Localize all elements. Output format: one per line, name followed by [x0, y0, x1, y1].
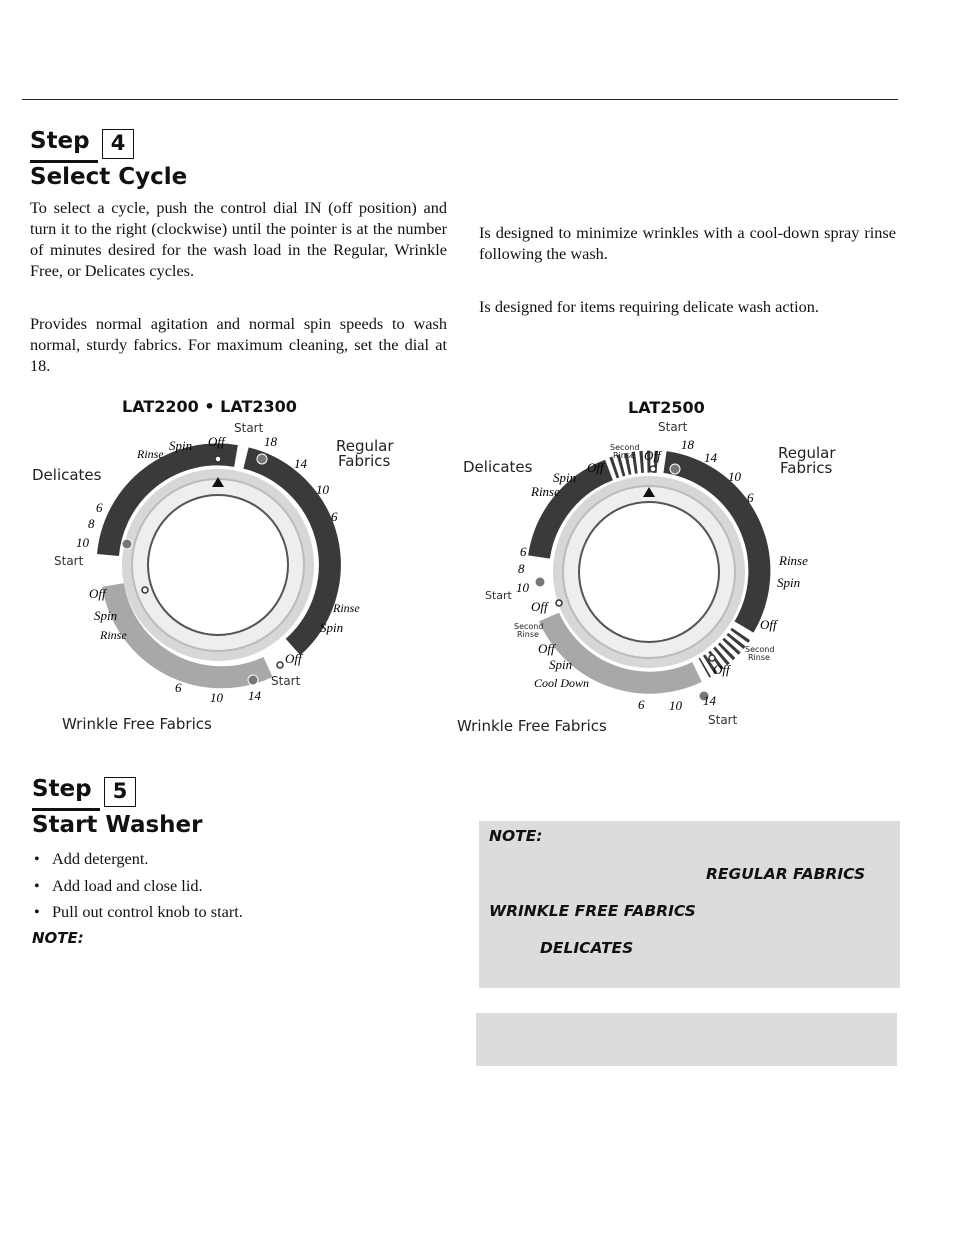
n6-label-bottom: 6 [175, 680, 182, 695]
wrinkle-free-label: Wrinkle Free Fabrics [62, 715, 212, 733]
regular-label-line1: Regular [336, 437, 394, 455]
n10-label: 10 [728, 469, 741, 484]
wrinkle-free-label: Wrinkle Free Fabrics [457, 717, 607, 735]
delicates-description: Is designed for items requiring delicate wash action. [479, 297, 819, 316]
select-cycle-intro: To select a cycle, push the control dial IN (off position) and turn it to the right (clockwise) until the pointer is at the number of minutes desired for the wash load in the Regular, Wrinkle Free, or Delicates cycles. [30, 198, 447, 280]
off-label-top: Off [644, 448, 661, 463]
delicates-label: Delicates [32, 466, 102, 484]
off-label-left: Off [89, 586, 106, 601]
note-box-label: NOTE: [489, 827, 543, 845]
spin-label-right: Spin [320, 620, 344, 635]
n6-label-bottom: 6 [638, 697, 645, 712]
note-delicates: DELICATES [540, 939, 634, 957]
top-rule [22, 99, 898, 100]
second-rinse-label-right: Rinse [748, 653, 770, 662]
off-label-delicates: Off [587, 460, 604, 475]
step-4-title: Select Cycle [30, 164, 188, 190]
right-cycle-dial [455, 415, 855, 740]
off-label-wrinkle: Off [531, 599, 548, 614]
step-4-number: 4 [102, 129, 134, 159]
spin-label-top: Spin [169, 438, 193, 453]
note-wrinkle-free-fabrics: WRINKLE FREE FABRICS [489, 902, 696, 920]
off-label-right: Off [285, 651, 302, 666]
n14-label-bottom: 14 [248, 688, 261, 703]
second-label-left: Second [514, 622, 544, 631]
second-label-top: Second [610, 443, 640, 452]
n6-label-left: 6 [520, 544, 527, 559]
step-5-word: Step [32, 776, 92, 802]
n10-label: 10 [316, 482, 329, 497]
list-item: • Add detergent. [32, 849, 243, 876]
n18-label: 18 [681, 437, 694, 452]
n8-label-left: 8 [518, 561, 525, 576]
second-rinse-label-left: Rinse [517, 630, 539, 639]
note-regular-fabrics: REGULAR FABRICS [706, 865, 866, 883]
n10-label-left: 10 [76, 535, 89, 550]
step-4-word: Step [30, 128, 90, 154]
list-item: • Pull out control knob to start. [32, 902, 243, 929]
off-label-wrinkle-2: Off [538, 641, 555, 656]
step-4-underline [30, 160, 98, 163]
off-label-top: Off [208, 434, 225, 449]
rinse-label-left: Rinse [100, 628, 127, 642]
rinse-label-top: Rinse [137, 447, 164, 461]
step-5-title: Start Washer [32, 812, 203, 838]
delicates-label: Delicates [463, 458, 533, 476]
spin-label-wrinkle: Spin [549, 657, 573, 672]
step-5-underline [32, 808, 100, 811]
regular-fabrics-description: Provides normal agitation and normal spin speeds to wash normal, sturdy fabrics. For maximum cleaning, set the dial at 18. [30, 314, 447, 375]
rinse-label-right: Rinse [779, 553, 808, 568]
cycle-note-box [479, 821, 900, 988]
step-5-note-label: NOTE: [32, 929, 84, 947]
left-dial-model: LAT2200 • LAT2300 [122, 397, 297, 416]
start-washer-steps [32, 849, 243, 929]
spin-label-left: Spin [94, 608, 118, 623]
n10-label-left: 10 [516, 580, 529, 595]
n14-label: 14 [704, 450, 717, 465]
start-label-bottom: Start [708, 713, 738, 727]
n18-label: 18 [264, 434, 277, 449]
regular-label-line1: Regular [778, 444, 836, 462]
n8-label-left: 8 [88, 516, 95, 531]
n10-label-bottom: 10 [210, 690, 223, 705]
regular-label-line2: Fabrics [780, 459, 833, 477]
rinse-label-top: Rinse [531, 484, 560, 499]
n14-label: 14 [294, 456, 307, 471]
n10-label-bottom: 10 [669, 698, 682, 713]
left-cycle-dial [28, 415, 428, 740]
secondary-note-box [476, 1013, 897, 1066]
right-dial-model: LAT2500 [628, 398, 705, 417]
second-rinse-label-top: Rinse [613, 451, 635, 460]
wrinkle-free-description: Is designed to minimize wrinkles with a cool-down spray rinse following the wash. [479, 223, 896, 263]
spin-label-top: Spin [553, 470, 577, 485]
rinse-label-right: Rinse [333, 601, 360, 615]
start-label-top: Start [658, 420, 688, 434]
n14-label-bottom: 14 [703, 693, 716, 708]
n6-label-right: 6 [331, 509, 338, 524]
start-label-top: Start [234, 421, 264, 435]
spin-label-right: Spin [777, 575, 801, 590]
off-label-bottom-right: Off [713, 662, 730, 677]
second-label-right: Second [745, 645, 775, 654]
list-item: • Add load and close lid. [32, 876, 243, 903]
regular-label-line2: Fabrics [338, 452, 391, 470]
start-label-bottom: Start [271, 674, 301, 688]
n6-label-left: 6 [96, 500, 103, 515]
off-label-right: Off [760, 617, 777, 632]
n6-label-right: 6 [747, 490, 754, 505]
start-label-left: Start [54, 554, 84, 568]
step-5-number: 5 [104, 777, 136, 807]
dial-knob-face [148, 495, 288, 635]
start-label-left: Start [485, 589, 512, 602]
dial-knob-face [579, 502, 719, 642]
cool-down-label: Cool Down [534, 676, 590, 690]
